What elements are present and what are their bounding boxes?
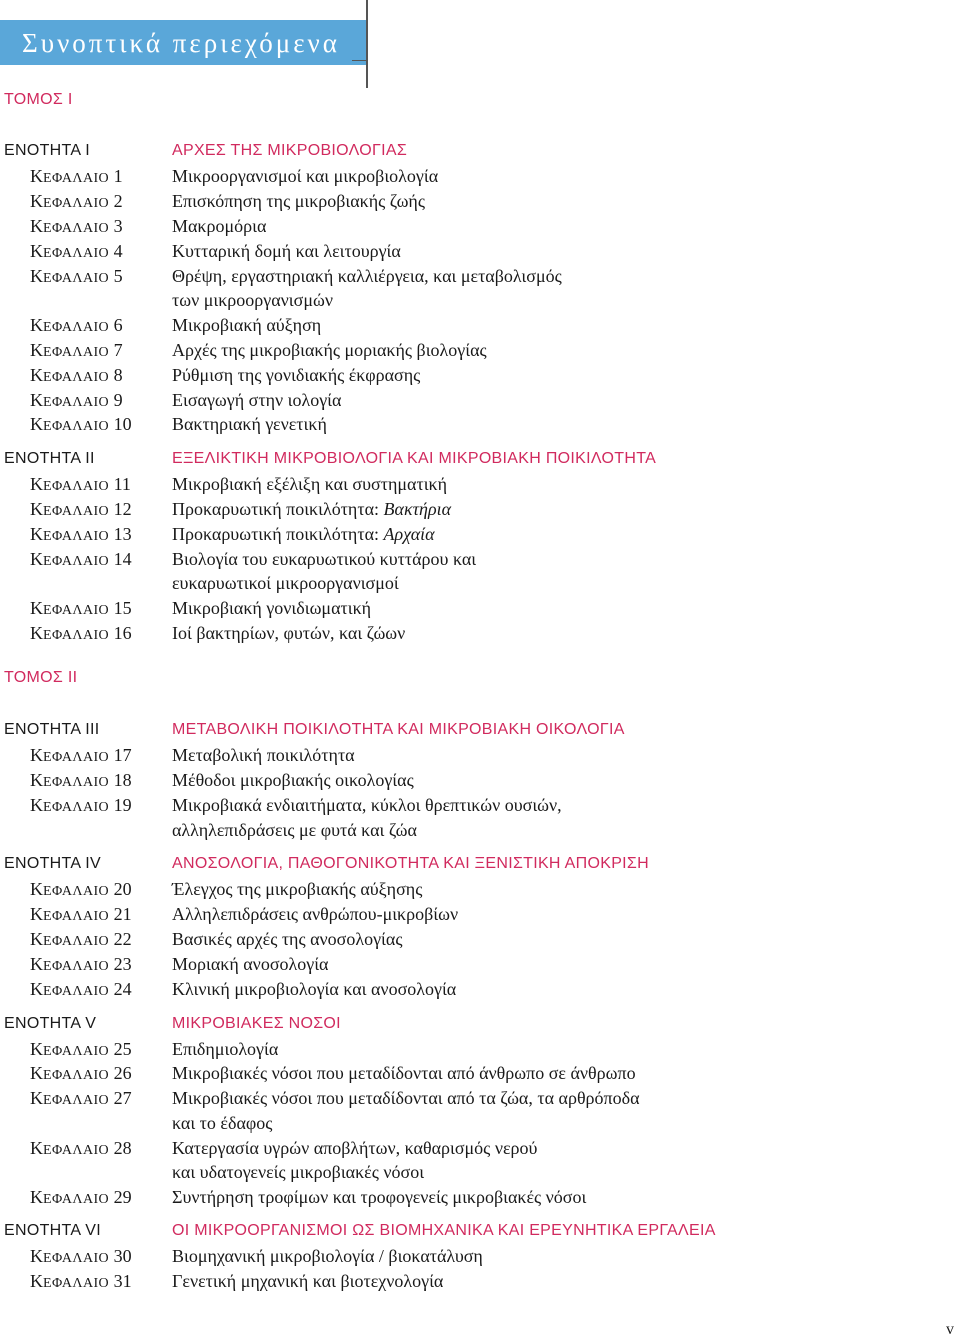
chapter-label-initial: Κ [30, 795, 43, 815]
unit-label: ΕΝΟΤΗΤΑ Ι [4, 142, 90, 159]
chapter-label [30, 1086, 132, 1113]
chapter-number: 23 [113, 954, 132, 974]
chapter-label [30, 793, 132, 820]
chapter-row [0, 621, 960, 646]
chapter-label-rest: ΕΦΑΛΑΙΟ [43, 196, 110, 211]
title-text: Μικροβιακή γονιδιωματική [172, 598, 372, 618]
chapter-title [172, 472, 447, 496]
title-text: Μικροβιακές νόσοι που μεταδίδονται από τα ζώα, τα αρθρόποδα [172, 1088, 640, 1108]
chapter-label-initial: Κ [30, 623, 43, 643]
title-text: ΜΕΤΑΒΟΛΙΚΗ ΠΟΙΚΙΛΟΤΗΤΑ ΚΑΙ ΜΙΚΡΟΒΙΑΚΗ ΟΙΚΟΛΟΓΙΑ [172, 721, 625, 738]
chapter-title [172, 164, 438, 188]
chapter-label-initial: Κ [30, 191, 43, 211]
chapter-title [172, 621, 405, 645]
chapter-label [30, 743, 132, 770]
chapter-row [0, 522, 960, 547]
chapter-row [0, 388, 960, 413]
chapter-number: 22 [113, 929, 132, 949]
chapter-label [30, 902, 132, 929]
chapter-label [30, 313, 123, 340]
unit-label: ΕΝΟΤΗΤΑ IV [4, 855, 101, 872]
unit-title [172, 718, 625, 742]
title-text: και υδατογενείς μικροβιακές νόσοι [172, 1162, 425, 1182]
chapter-label-initial: Κ [30, 954, 43, 974]
title-text: αλληλεπιδράσεις με φυτά και ζώα [172, 820, 417, 840]
chapter-title [172, 264, 562, 288]
chapter-title [172, 977, 456, 1001]
unit-title [172, 852, 649, 876]
title-text: Γενετική μηχανική και βιοτεχνολογία [172, 1271, 444, 1291]
chapter-label-rest: ΕΦΑΛΑΙΟ [43, 221, 110, 236]
chapter-label-initial: Κ [30, 365, 43, 385]
chapter-label-rest: ΕΦΑΛΑΙΟ [43, 271, 110, 286]
chapter-label [30, 877, 132, 904]
chapter-label [30, 164, 123, 191]
chapter-title [172, 1244, 483, 1268]
chapter-title [172, 793, 562, 817]
chapter-label-initial: Κ [30, 166, 43, 186]
chapter-label-initial: Κ [30, 1088, 43, 1108]
title-text: Μοριακή ανοσολογία [172, 954, 329, 974]
page-title: Συνοπτικά περιεχόμενα [22, 28, 340, 58]
chapter-number: 13 [113, 524, 132, 544]
chapter-label-initial: Κ [30, 474, 43, 494]
chapter-title [172, 768, 414, 792]
chapter-title [172, 363, 420, 387]
volume-heading: ΤΟΜΟΣ ΙΙ [4, 669, 78, 686]
chapter-number: 5 [113, 266, 123, 286]
chapter-number: 31 [113, 1271, 132, 1291]
chapter-row [0, 1037, 960, 1062]
chapter-label-initial: Κ [30, 315, 43, 335]
chapter-label [30, 363, 123, 390]
title-text: Αρχές της μικροβιακής μοριακής βιολογίας [172, 340, 487, 360]
chapter-number: 11 [113, 474, 131, 494]
chapter-title [172, 1086, 640, 1110]
chapter-number: 30 [113, 1246, 132, 1266]
continuation-row [0, 288, 960, 313]
chapter-row [0, 497, 960, 522]
chapter-label-rest: ΕΦΑΛΑΙΟ [43, 479, 110, 494]
unit-row [0, 1219, 960, 1244]
title-text: Μακρομόρια [172, 216, 267, 236]
chapter-title [172, 927, 402, 951]
chapter-label [30, 1061, 132, 1088]
chapter-label-initial: Κ [30, 904, 43, 924]
chapter-row [0, 743, 960, 768]
chapter-label-initial: Κ [30, 770, 43, 790]
chapter-label [30, 264, 123, 291]
title-text: Επιδημιολογία [172, 1039, 279, 1059]
chapter-title [172, 239, 401, 263]
chapter-number: 24 [113, 979, 132, 999]
title-italic: Αρχαία [383, 524, 435, 544]
chapter-row [0, 313, 960, 338]
chapter-number: 7 [113, 340, 123, 360]
title-rule-tick [352, 60, 368, 61]
chapter-number: 9 [113, 390, 123, 410]
title-text: Μικροβιακή εξέλιξη και συστηματική [172, 474, 448, 494]
chapter-title [172, 338, 487, 362]
chapter-title [172, 412, 327, 436]
chapter-row [0, 877, 960, 902]
chapter-label-initial: Κ [30, 499, 43, 519]
chapter-title [172, 497, 451, 521]
chapter-row [0, 1185, 960, 1210]
chapter-title [172, 952, 328, 976]
chapter-label-initial: Κ [30, 929, 43, 949]
chapter-number: 17 [113, 745, 132, 765]
title-text: Θρέψη, εργαστηριακή καλλιέργεια, και μεταβολισμός [172, 266, 562, 286]
title-text: Κυτταρική δομή και λειτουργία [172, 241, 401, 261]
chapter-label [30, 952, 132, 979]
chapter-label-initial: Κ [30, 979, 43, 999]
chapter-number: 16 [113, 623, 132, 643]
chapter-row [0, 239, 960, 264]
chapter-row [0, 927, 960, 952]
title-text: Βιομηχανική μικροβιολογία / βιοκατάλυση [172, 1246, 483, 1266]
chapter-row [0, 338, 960, 363]
chapter-label-initial: Κ [30, 1138, 43, 1158]
chapter-number: 29 [113, 1187, 132, 1207]
unit-row [0, 852, 960, 877]
chapter-title [172, 571, 399, 595]
chapter-label-rest: ΕΦΑΛΑΙΟ [43, 775, 110, 790]
unit-row [0, 718, 960, 743]
title-text: ΕΞΕΛΙΚΤΙΚΗ ΜΙΚΡΟΒΙΟΛΟΓΙΑ ΚΑΙ ΜΙΚΡΟΒΙΑΚΗ ΠΟΙΚΙΛΟΤΗΤΑ [172, 450, 657, 467]
chapter-row [0, 902, 960, 927]
chapter-number: 2 [113, 191, 123, 211]
chapter-label-rest: ΕΦΑΛΑΙΟ [43, 320, 110, 335]
chapter-label [30, 412, 132, 439]
title-text: Μικροβιακές νόσοι που μεταδίδονται από άνθρωπο σε άνθρωπο [172, 1063, 636, 1083]
title-text: ευκαρυωτικοί μικροοργανισμοί [172, 573, 399, 593]
title-text: Μέθοδοι μικροβιακής οικολογίας [172, 770, 414, 790]
chapter-number: 21 [113, 904, 132, 924]
chapter-number: 10 [113, 414, 132, 434]
chapter-label-rest: ΕΦΑΛΑΙΟ [43, 395, 110, 410]
title-text: Αλληλεπιδράσεις ανθρώπου-μικροβίων [172, 904, 459, 924]
title-text: των μικροοργανισμών [172, 290, 333, 310]
chapter-label-rest: ΕΦΑΛΑΙΟ [43, 1143, 110, 1158]
title-text: ΜΙΚΡΟΒΙΑΚΕΣ ΝΟΣΟΙ [172, 1015, 341, 1032]
chapter-label-rest: ΕΦΑΛΑΙΟ [43, 1093, 110, 1108]
title-text: Κλινική μικροβιολογία και ανοσολογία [172, 979, 457, 999]
chapter-row [0, 1269, 960, 1294]
chapter-label [30, 927, 132, 954]
chapter-row [0, 952, 960, 977]
chapter-title [172, 902, 458, 926]
chapter-title [172, 189, 425, 213]
chapter-label-rest: ΕΦΑΛΑΙΟ [43, 628, 110, 643]
title-banner [0, 20, 368, 65]
chapter-label-initial: Κ [30, 340, 43, 360]
chapter-label [30, 596, 132, 623]
chapter-label [30, 1244, 132, 1271]
chapter-row [0, 977, 960, 1002]
chapter-label-rest: ΕΦΑΛΑΙΟ [43, 504, 110, 519]
title-text: Συντήρηση τροφίμων και τροφογενείς μικροβιακές νόσοι [172, 1187, 587, 1207]
title-text: ΑΝΟΣΟΛΟΓΙΑ, ΠΑΘΟΓΟΝΙΚΟΤΗΤΑ ΚΑΙ ΞΕΝΙΣΤΙΚΗ ΑΠΟΚΡΙΣΗ [172, 855, 649, 872]
chapter-number: 3 [113, 216, 123, 236]
chapter-title [172, 214, 266, 238]
chapter-title [172, 1269, 443, 1293]
chapter-label-initial: Κ [30, 524, 43, 544]
title-text: Ιοί βακτηρίων, φυτών, και ζώων [172, 623, 406, 643]
continuation-row [0, 571, 960, 596]
chapter-label-initial: Κ [30, 1187, 43, 1207]
chapter-number: 28 [113, 1138, 132, 1158]
chapter-label-initial: Κ [30, 1039, 43, 1059]
chapter-label-initial: Κ [30, 241, 43, 261]
chapter-row [0, 472, 960, 497]
chapter-label-rest: ΕΦΑΛΑΙΟ [43, 345, 110, 360]
chapter-label-rest: ΕΦΑΛΑΙΟ [43, 419, 110, 434]
chapter-title [172, 743, 355, 767]
title-text: Βασικές αρχές της ανοσολογίας [172, 929, 403, 949]
chapter-label-rest: ΕΦΑΛΑΙΟ [43, 884, 110, 899]
chapter-row [0, 1136, 960, 1161]
unit-title [172, 1219, 716, 1243]
chapter-number: 1 [113, 166, 123, 186]
chapter-number: 6 [113, 315, 123, 335]
chapter-number: 27 [113, 1088, 132, 1108]
title-text: Βακτηριακή γενετική [172, 414, 327, 434]
title-text: Ρύθμιση της γονιδιακής έκφρασης [172, 365, 421, 385]
chapter-label-rest: ΕΦΑΛΑΙΟ [43, 800, 110, 815]
continuation-row [0, 1111, 960, 1136]
chapter-row [0, 793, 960, 818]
chapter-title [172, 522, 435, 546]
chapter-label [30, 768, 132, 795]
title-text: Προκαρυωτική ποικιλότητα: [172, 524, 384, 544]
chapter-number: 12 [113, 499, 132, 519]
chapter-row [0, 547, 960, 572]
title-rule-vertical [366, 0, 368, 88]
chapter-label-rest: ΕΦΑΛΑΙΟ [43, 959, 110, 974]
unit-title [172, 1012, 341, 1036]
chapter-label [30, 1269, 132, 1296]
chapter-label [30, 547, 132, 574]
chapter-label-rest: ΕΦΑΛΑΙΟ [43, 909, 110, 924]
unit-label: ΕΝΟΤΗΤΑ VI [4, 1222, 101, 1239]
chapter-number: 25 [113, 1039, 132, 1059]
chapter-label-initial: Κ [30, 216, 43, 236]
unit-row [0, 1012, 960, 1037]
chapter-label-rest: ΕΦΑΛΑΙΟ [43, 554, 110, 569]
title-text: ΑΡΧΕΣ ΤΗΣ ΜΙΚΡΟΒΙΟΛΟΓΙΑΣ [172, 142, 408, 159]
chapter-row [0, 1061, 960, 1086]
chapter-label-rest: ΕΦΑΛΑΙΟ [43, 750, 110, 765]
chapter-label-rest: ΕΦΑΛΑΙΟ [43, 1251, 110, 1266]
title-text: Εισαγωγή στην ιολογία [172, 390, 342, 410]
chapter-title [172, 818, 417, 842]
chapter-label [30, 1185, 132, 1212]
chapter-title [172, 288, 333, 312]
unit-title [172, 139, 407, 163]
chapter-title [172, 1160, 424, 1184]
volume-heading: ΤΟΜΟΣ Ι [4, 91, 73, 108]
chapter-title [172, 877, 422, 901]
chapter-label-rest: ΕΦΑΛΑΙΟ [43, 1068, 110, 1083]
chapter-label [30, 497, 132, 524]
chapter-row [0, 596, 960, 621]
chapter-label-initial: Κ [30, 1271, 43, 1291]
chapter-label-initial: Κ [30, 414, 43, 434]
chapter-label [30, 977, 132, 1004]
chapter-label-rest: ΕΦΑΛΑΙΟ [43, 1192, 110, 1207]
unit-row [0, 447, 960, 472]
unit-title [172, 447, 656, 471]
chapter-row [0, 214, 960, 239]
chapter-title [172, 547, 476, 571]
title-text: Μεταβολική ποικιλότητα [172, 745, 355, 765]
chapter-title [172, 1061, 636, 1085]
chapter-row [0, 189, 960, 214]
chapter-label-initial: Κ [30, 598, 43, 618]
chapter-row [0, 768, 960, 793]
chapter-title [172, 1111, 272, 1135]
title-text: Μικροβιακά ενδιαιτήματα, κύκλοι θρεπτικών ουσιών, [172, 795, 562, 815]
chapter-label-rest: ΕΦΑΛΑΙΟ [43, 984, 110, 999]
chapter-number: 15 [113, 598, 132, 618]
title-text: Έλεγχος της μικροβιακής αύξησης [172, 879, 423, 899]
title-text: Κατεργασία υγρών αποβλήτων, καθαρισμός νερού [172, 1138, 538, 1158]
chapter-label [30, 621, 132, 648]
chapter-label [30, 1037, 132, 1064]
chapter-title [172, 1037, 278, 1061]
title-text: Προκαρυωτική ποικιλότητα: [172, 499, 384, 519]
title-text: ΟΙ ΜΙΚΡΟΟΡΓΑΝΙΣΜΟΙ ΩΣ ΒΙΟΜΗΧΑΝΙΚΑ ΚΑΙ ΕΡΕΥΝΗΤΙΚΑ ΕΡΓΑΛΕΙΑ [172, 1222, 716, 1239]
chapter-row [0, 412, 960, 437]
chapter-row [0, 264, 960, 289]
chapter-label-rest: ΕΦΑΛΑΙΟ [43, 603, 110, 618]
chapter-label [30, 1136, 132, 1163]
chapter-number: 19 [113, 795, 132, 815]
chapter-title [172, 388, 341, 412]
chapter-label-initial: Κ [30, 1246, 43, 1266]
chapter-label [30, 472, 131, 499]
page-number: v [946, 1321, 954, 1338]
unit-label: ΕΝΟΤΗΤΑ ΙΙ [4, 450, 95, 467]
chapter-label [30, 388, 123, 415]
chapter-label [30, 239, 123, 266]
chapter-number: 20 [113, 879, 132, 899]
chapter-title [172, 1136, 537, 1160]
unit-label: ΕΝΟΤΗΤΑ ΙΙΙ [4, 721, 100, 738]
chapter-row [0, 363, 960, 388]
chapter-row [0, 1244, 960, 1269]
chapter-number: 4 [113, 241, 123, 261]
title-text: Επισκόπηση της μικροβιακής ζωής [172, 191, 425, 211]
chapter-label-rest: ΕΦΑΛΑΙΟ [43, 1276, 110, 1291]
chapter-label-initial: Κ [30, 879, 43, 899]
title-text: Βιολογία του ευκαρυωτικού κυττάρου και [172, 549, 477, 569]
chapter-row [0, 164, 960, 189]
unit-label: ΕΝΟΤΗΤΑ V [4, 1015, 97, 1032]
chapter-label [30, 214, 123, 241]
chapter-row [0, 1086, 960, 1111]
continuation-row [0, 818, 960, 843]
continuation-row [0, 1160, 960, 1185]
chapter-number: 8 [113, 365, 123, 385]
chapter-label-rest: ΕΦΑΛΑΙΟ [43, 1044, 110, 1059]
chapter-label [30, 338, 123, 365]
chapter-label-initial: Κ [30, 390, 43, 410]
chapter-label [30, 189, 123, 216]
title-text: και το έδαφος [172, 1113, 273, 1133]
chapter-label-initial: Κ [30, 266, 43, 286]
chapter-label-rest: ΕΦΑΛΑΙΟ [43, 934, 110, 949]
chapter-label-initial: Κ [30, 745, 43, 765]
title-text: Μικροοργανισμοί και μικροβιολογία [172, 166, 439, 186]
chapter-number: 26 [113, 1063, 132, 1083]
chapter-label-initial: Κ [30, 549, 43, 569]
chapter-label-rest: ΕΦΑΛΑΙΟ [43, 246, 110, 261]
chapter-label-rest: ΕΦΑΛΑΙΟ [43, 171, 110, 186]
chapter-number: 18 [113, 770, 132, 790]
chapter-label-rest: ΕΦΑΛΑΙΟ [43, 529, 110, 544]
chapter-label-rest: ΕΦΑΛΑΙΟ [43, 370, 110, 385]
chapter-label-initial: Κ [30, 1063, 43, 1083]
chapter-title [172, 313, 321, 337]
title-italic: Βακτήρια [383, 499, 452, 519]
title-text: Μικροβιακή αύξηση [172, 315, 322, 335]
unit-row [0, 139, 960, 164]
chapter-title [172, 596, 371, 620]
chapter-title [172, 1185, 586, 1209]
chapter-number: 14 [113, 549, 132, 569]
chapter-label [30, 522, 132, 549]
